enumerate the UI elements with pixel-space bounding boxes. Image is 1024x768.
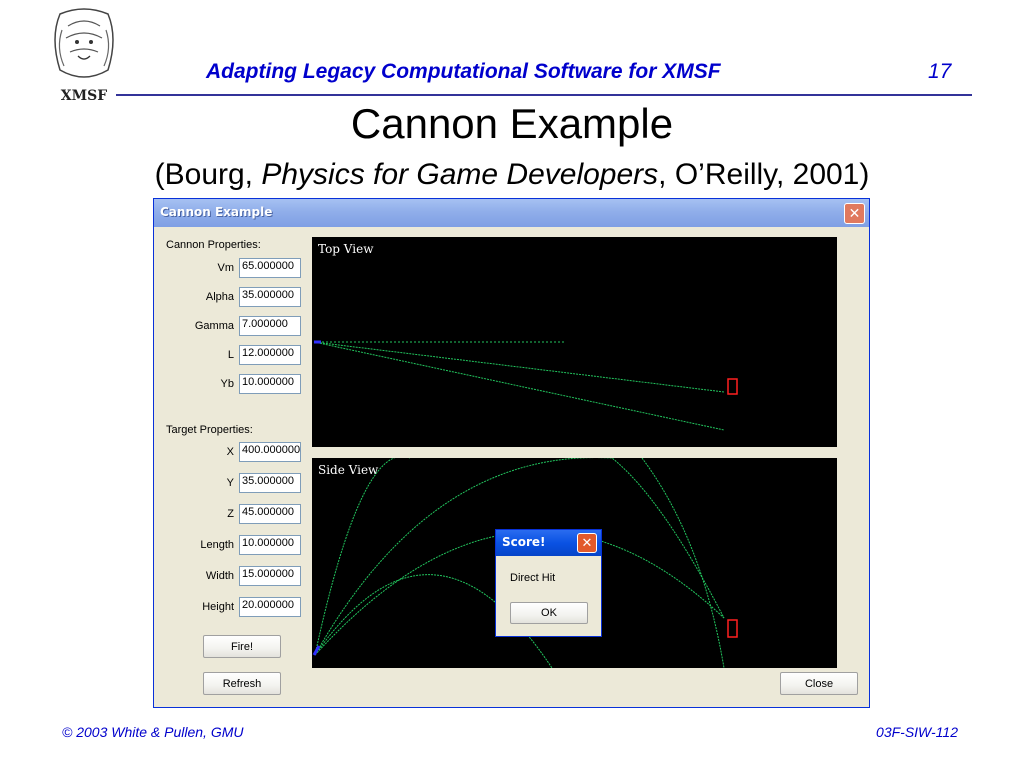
target-properties-label: Target Properties: <box>166 424 253 436</box>
top-trajectory-lower <box>314 342 724 430</box>
top-target-marker <box>728 379 737 394</box>
window-titlebar[interactable] <box>154 199 869 227</box>
refresh-button[interactable]: Refresh <box>203 672 281 695</box>
window-title: Cannon Example <box>160 205 273 219</box>
svg-text:XMSF: XMSF <box>60 88 108 104</box>
cannon-example-window <box>153 198 870 708</box>
slide-subtitle <box>0 158 1024 192</box>
z-label: Z <box>227 508 234 520</box>
top-view-canvas <box>312 237 837 447</box>
width-input[interactable]: 15.000000 <box>239 566 301 586</box>
xmsf-lion-logo <box>48 8 120 104</box>
slide-title: Cannon Example <box>350 100 674 147</box>
top-trajectory-upper <box>314 342 724 392</box>
ok-button[interactable]: OK <box>510 602 588 624</box>
y-label: Y <box>226 477 234 489</box>
side-view-label: Side View <box>318 463 379 477</box>
header-divider <box>116 94 972 96</box>
yb-label: Yb <box>220 378 234 390</box>
slide-header-title: Adapting Legacy Computational Software for XMSF <box>206 60 721 83</box>
top-view-label: Top View <box>318 242 374 256</box>
window-close-icon[interactable]: ✕ <box>844 203 865 224</box>
slide-footer-copyright: © 2003 White & Pullen, GMU <box>62 724 244 740</box>
vm-input[interactable]: 65.000000 <box>239 258 301 278</box>
subtitle-suffix: , O’Reilly, 2001) <box>658 158 870 191</box>
score-message: Direct Hit <box>510 572 556 584</box>
yb-input[interactable]: 10.000000 <box>239 374 301 394</box>
height-input[interactable]: 20.000000 <box>239 597 301 617</box>
side-target-marker <box>728 620 737 637</box>
l-label: L <box>227 349 234 361</box>
subtitle-book-title: Physics for Game Developers <box>261 158 659 191</box>
vm-label: Vm <box>217 262 234 274</box>
top-view-plot <box>312 237 837 447</box>
gamma-input[interactable]: 7.000000 <box>239 316 301 336</box>
score-close-icon[interactable]: ✕ <box>577 533 597 553</box>
alpha-input[interactable]: 35.000000 <box>239 287 301 307</box>
cannon-properties-label: Cannon Properties: <box>166 239 261 251</box>
close-button[interactable]: Close <box>780 672 858 695</box>
x-label: X <box>226 446 234 458</box>
gamma-label: Gamma <box>194 320 234 332</box>
length-label: Length <box>200 539 234 551</box>
width-label: Width <box>205 570 234 582</box>
l-input[interactable]: 12.000000 <box>239 345 301 365</box>
y-input[interactable]: 35.000000 <box>239 473 301 493</box>
height-label: Height <box>202 601 234 613</box>
z-input[interactable]: 45.000000 <box>239 504 301 524</box>
score-dialog-title: Score! <box>502 535 546 549</box>
alpha-label: Alpha <box>205 291 234 303</box>
score-dialog <box>495 529 602 637</box>
slide-number: 17 <box>928 60 952 83</box>
subtitle-prefix: (Bourg, <box>154 158 262 191</box>
slide-footer-paper-id: 03F-SIW-112 <box>876 724 958 740</box>
x-input[interactable]: 400.000000 <box>239 442 301 462</box>
side-trajectory-fall <box>642 458 724 668</box>
length-input[interactable]: 10.000000 <box>239 535 301 555</box>
side-trajectory-steep <box>315 458 410 655</box>
score-dialog-titlebar[interactable] <box>496 530 601 556</box>
fire-button[interactable]: Fire! <box>203 635 281 658</box>
